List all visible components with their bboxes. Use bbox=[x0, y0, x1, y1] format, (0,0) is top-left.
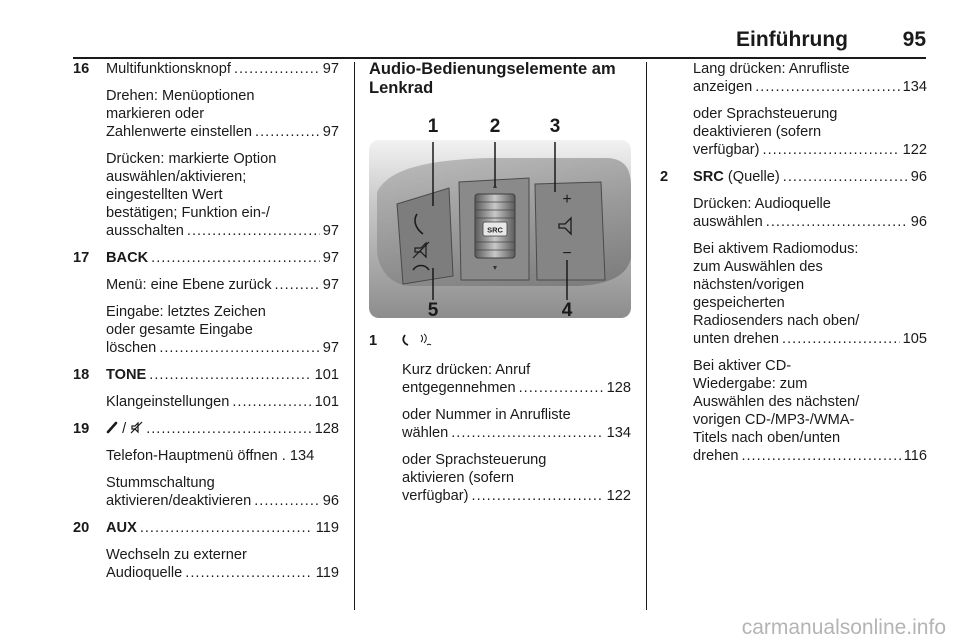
page-ref-link[interactable]: 134 bbox=[289, 448, 315, 464]
column-middle bbox=[369, 60, 631, 505]
page-ref-link[interactable]: 119 bbox=[315, 520, 339, 536]
page-ref-link[interactable]: 97 bbox=[322, 340, 339, 356]
text-line: eingestellten Wert bbox=[106, 187, 223, 203]
text-line: wählen bbox=[402, 425, 449, 441]
text-line: gespeicherten bbox=[693, 295, 785, 311]
text-line: Audioquelle bbox=[106, 565, 183, 581]
toc-row bbox=[106, 447, 339, 465]
callout-label: 4 bbox=[561, 300, 573, 318]
toc-row bbox=[106, 519, 339, 537]
page-number: 95 bbox=[902, 28, 926, 51]
toc-row bbox=[693, 168, 927, 186]
section-title-line: Lenkrad bbox=[369, 79, 434, 97]
text-line: deaktivieren (sofern bbox=[693, 124, 822, 140]
toc-row bbox=[402, 487, 631, 505]
text-line: bestätigen; Funktion ein-/ bbox=[106, 205, 270, 221]
toc-row bbox=[693, 447, 927, 465]
page-ref-link[interactable]: 96 bbox=[910, 169, 927, 185]
paragraph bbox=[106, 546, 339, 582]
paragraph bbox=[402, 361, 631, 397]
steering-wheel-controls-photo bbox=[369, 108, 631, 318]
entry-label: TONE bbox=[106, 367, 147, 383]
callout-label: 1 bbox=[427, 116, 439, 137]
phone-icon bbox=[402, 333, 414, 347]
toc-row bbox=[106, 222, 339, 240]
paragraph bbox=[402, 451, 631, 505]
text-line: unten drehen bbox=[693, 331, 780, 347]
toc-row bbox=[106, 249, 339, 267]
text-line: oder Sprachsteuerung bbox=[402, 452, 547, 468]
entry-label: AUX bbox=[106, 520, 137, 536]
text-line: oder gesamte Eingabe bbox=[106, 322, 253, 338]
entry-18 bbox=[73, 366, 339, 411]
entry-number: 20 bbox=[73, 520, 90, 536]
text-line: verfügbar) bbox=[693, 142, 760, 158]
entry-17 bbox=[73, 249, 339, 357]
paragraph bbox=[693, 240, 927, 348]
src-button-label: SRC bbox=[487, 225, 503, 235]
voice-control-icon bbox=[418, 333, 432, 347]
text-line: vorigen CD-/MP3-/WMA- bbox=[693, 412, 855, 428]
page-ref-link[interactable]: 119 bbox=[315, 565, 339, 581]
toc-row bbox=[402, 424, 631, 442]
text-line: Titels nach oben/unten bbox=[693, 430, 841, 446]
page-ref-link[interactable]: 134 bbox=[606, 425, 631, 441]
text-line: anzeigen bbox=[693, 79, 753, 95]
entry-number: 18 bbox=[73, 367, 90, 383]
text-line: Radiosenders nach oben/ bbox=[693, 313, 860, 329]
text-line: Wechseln zu externer bbox=[106, 547, 247, 563]
toc-row bbox=[402, 379, 631, 397]
paragraph bbox=[693, 60, 927, 96]
toc-row bbox=[106, 366, 339, 384]
text-line: verfügbar) bbox=[402, 488, 469, 504]
entry-number: 2 bbox=[660, 169, 669, 185]
phone-icon bbox=[106, 421, 118, 434]
page-ref-link[interactable]: 97 bbox=[322, 250, 339, 266]
callout-label: 3 bbox=[549, 116, 561, 137]
paragraph bbox=[106, 87, 339, 141]
text-line: Drücken: Audioquelle bbox=[693, 196, 831, 212]
text-line: Kurz drücken: Anruf bbox=[402, 362, 531, 378]
paragraph bbox=[693, 105, 927, 159]
entry-label: BACK bbox=[106, 250, 149, 266]
paragraph bbox=[106, 150, 339, 240]
callout-label: 5 bbox=[427, 300, 439, 318]
paragraph bbox=[106, 474, 339, 510]
toc-row bbox=[693, 213, 927, 231]
text-line: ausschalten bbox=[106, 223, 184, 239]
text-line: Wiedergabe: zum bbox=[693, 376, 808, 392]
watermark: carmanualsonline.info bbox=[741, 616, 946, 639]
toc-row bbox=[693, 330, 927, 348]
page-ref-link[interactable]: 96 bbox=[910, 214, 927, 230]
toc-row bbox=[106, 564, 339, 582]
page-ref-link[interactable]: 101 bbox=[314, 367, 339, 383]
page-header bbox=[0, 26, 960, 56]
text-line: Stummschaltung bbox=[106, 475, 215, 491]
entry-2 bbox=[660, 168, 927, 465]
text-line: Auswählen des nächsten/ bbox=[693, 394, 860, 410]
page-ref-link[interactable]: 116 bbox=[903, 448, 927, 464]
text-line: Klangeinstellungen bbox=[106, 394, 230, 410]
toc-row bbox=[106, 492, 339, 510]
page-ref-link[interactable]: 96 bbox=[322, 493, 339, 509]
text-line: aktivieren/deaktivieren bbox=[106, 493, 252, 509]
separator: / bbox=[122, 421, 127, 437]
toc-row bbox=[106, 393, 339, 411]
entry-16 bbox=[73, 60, 339, 240]
column-divider bbox=[354, 62, 355, 610]
text-line: Eingabe: letztes Zeichen bbox=[106, 304, 266, 320]
text-line: markieren oder bbox=[106, 106, 205, 122]
page-ref-link[interactable]: 97 bbox=[322, 277, 339, 293]
entry-label-suffix: (Quelle) bbox=[723, 169, 780, 185]
text-line: aktivieren (sofern bbox=[402, 470, 514, 486]
paragraph bbox=[693, 195, 927, 231]
page-ref-link[interactable]: 101 bbox=[314, 394, 339, 410]
text-line: oder Nummer in Anrufliste bbox=[402, 407, 571, 423]
text-line: zum Auswählen des bbox=[693, 259, 823, 275]
text-line: Drücken: markierte Option bbox=[106, 151, 277, 167]
entry-20 bbox=[73, 519, 339, 582]
toc-row bbox=[106, 123, 339, 141]
header-rule bbox=[73, 57, 926, 59]
text-line: Bei aktiver CD- bbox=[693, 358, 792, 374]
entry-19 bbox=[73, 420, 339, 510]
entry-label bbox=[693, 168, 780, 186]
section-title-line: Audio-Bedienungselemente am bbox=[369, 60, 616, 78]
toc-row bbox=[693, 78, 927, 96]
page-ref-link[interactable]: 97 bbox=[322, 61, 339, 77]
column-left bbox=[73, 60, 339, 582]
text-line: entgegennehmen bbox=[402, 380, 516, 396]
callout-label: 2 bbox=[489, 116, 501, 137]
entry-label bbox=[106, 420, 143, 438]
section-title bbox=[369, 60, 631, 98]
entry-label: Multifunktionsknopf bbox=[106, 61, 231, 77]
text-line: Bei aktivem Radiomodus: bbox=[693, 241, 859, 257]
paragraph bbox=[693, 357, 927, 465]
entry-1-continued bbox=[660, 60, 927, 159]
entry-label-bold: SRC bbox=[693, 169, 724, 185]
paragraph bbox=[402, 406, 631, 442]
text-line: drehen bbox=[693, 448, 739, 464]
entry-number: 1 bbox=[369, 333, 378, 349]
text-line: nächsten/vorigen bbox=[693, 277, 805, 293]
text-line: oder Sprachsteuerung bbox=[693, 106, 838, 122]
page-ref-link[interactable]: 128 bbox=[606, 380, 631, 396]
toc-row bbox=[106, 60, 339, 78]
toc-row bbox=[106, 420, 339, 438]
icon-row bbox=[402, 332, 631, 352]
page-title: Einführung bbox=[736, 28, 848, 51]
text-line: löschen bbox=[106, 340, 157, 356]
plus-label: + bbox=[562, 191, 572, 208]
column-right bbox=[660, 60, 927, 465]
entry-1 bbox=[369, 332, 631, 505]
toc-row bbox=[106, 339, 339, 357]
page-ref-link[interactable]: 122 bbox=[606, 488, 631, 504]
entry-number: 17 bbox=[73, 250, 90, 266]
text-line: Lang drücken: Anrufliste bbox=[693, 61, 850, 77]
page-ref-link[interactable]: 128 bbox=[314, 421, 339, 437]
toc-row bbox=[106, 276, 339, 294]
page-ref-link[interactable]: 134 bbox=[902, 79, 927, 95]
mute-icon bbox=[130, 421, 143, 434]
text-line: Drehen: Menüoptionen bbox=[106, 88, 255, 104]
minus-label: − bbox=[562, 245, 572, 262]
text-line: auswählen/aktivieren; bbox=[106, 169, 247, 185]
text-line: Menü: eine Ebene zurück bbox=[106, 277, 272, 293]
toc-row bbox=[693, 141, 927, 159]
page-ref-link[interactable]: 97 bbox=[322, 124, 339, 140]
page-ref-link[interactable]: 105 bbox=[902, 331, 927, 347]
text-line: auswählen bbox=[693, 214, 763, 230]
entry-number: 19 bbox=[73, 421, 90, 437]
text-line: Telefon-Hauptmenü öffnen . bbox=[106, 448, 286, 464]
text-line: Zahlenwerte einstellen bbox=[106, 124, 253, 140]
entry-number: 16 bbox=[73, 61, 90, 77]
paragraph bbox=[106, 303, 339, 357]
page-ref-link[interactable]: 97 bbox=[322, 223, 339, 239]
column-divider bbox=[646, 62, 647, 610]
page-ref-link[interactable]: 122 bbox=[902, 142, 927, 158]
